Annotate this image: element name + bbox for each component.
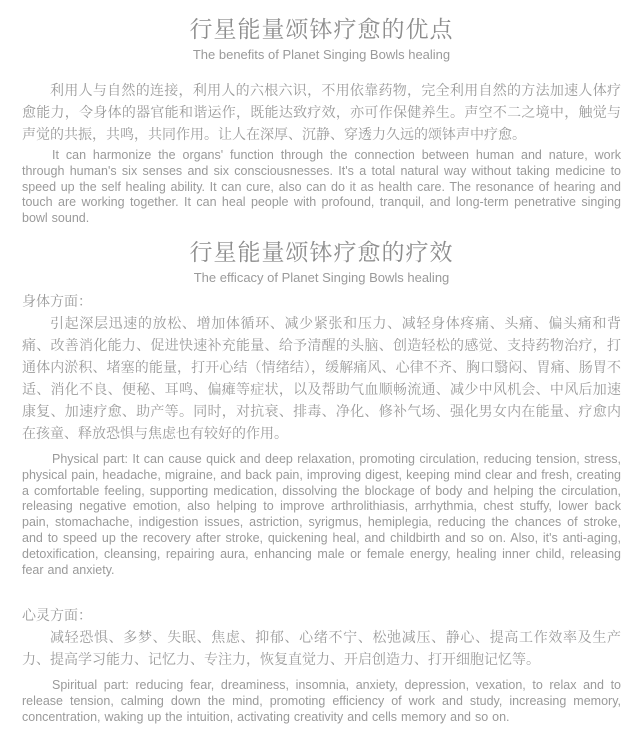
benefits-paragraph-en: It can harmonize the organs' function through the connection between human and nature, work through human's six senses and six consciousnesses. It's a total natural way without taking medicine to speed up the self healing ability. It can cure, also can do it as health care. The resonance of hearing and touch are working together. It can heal people with profound, tranquil, and long-term penetrative singing bowl sound. xyxy=(22,148,621,226)
spiritual-paragraph-zh: 减轻恐惧、多梦、失眠、焦虑、抑郁、心绪不宁、松弛减压、静心、提高工作效率及生产力、提高学习能力、记忆力、专注力，恢复直觉力、开启创造力、打开细胞记忆等。 xyxy=(22,629,621,668)
spiritual-paragraph-en: Spiritual part: reducing fear, dreaminess, insomnia, anxiety, depression, vexation, to relax and to release tension, calming down the mind, promoting efficiency of work and study, increasing memory, concentration, waking up the intuition, activating creativity and cells memory and so on. xyxy=(22,678,621,724)
physical-section-heading: 身体方面： xyxy=(22,292,92,309)
benefits-paragraph-zh: 利用人与自然的连接，利用人的六根六识，不用依靠药物，完全利用自然的方法加速人体疗愈能力，令身体的器官能和谐运作，既能达致疗效，亦可作保健养生。声空不二之境中，触觉与声觉的共振，共鸣，共同作用。让人在深厚、沉静、穿透力久远的颂钵声中疗愈。 xyxy=(22,82,621,142)
efficacy-title-zh: 行星能量颂钵疗愈的疗效 xyxy=(189,238,454,265)
physical-paragraph-en: Physical part: It can cause quick and deep relaxation, promoting circulation, reducing tension, stress, physical pain, headache, migraine, and back pain, improving digest, keeping mind clear and fresh, creating a comfortable feeling, supporting medication, dissolving the blockage of body and helping the circulation, releasing negative emotion, also helping to improve arthrolithiasis, arrhythmia, chest stuffy, lower back pain, stomachache, indigestion issues, astriction, syrigmus, hemiplegia, reducing the chances of stroke, and to speed up the recovery after stroke, quickening heal, and childbirth and so on. Also, it's anti-aging, detoxification, cleansing, repairing aura, enhancing male or female energy, healing inner child, releasing fear and anxiety. xyxy=(22,451,621,577)
section-benefits xyxy=(22,14,621,227)
physical-paragraph-zh: 引起深层迅速的放松、增加体循环、减少紧张和压力、减轻身体疼痛、头痛、偏头痛和背痛、改善消化能力、促进快速补充能量、给予清醒的头脑、创造轻松的感觉、支持药物治疗，打通体内淤积、堵塞的能量，打开心结（情绪结），缓解痛风、心律不齐、胸口翳闷、胃痛、肠胃不适、消化不良、便秘、耳鸣、偏瘫等症状，以及帮助气血顺畅流通、减少中风机会、中风后加速康复、加速疗愈、助产等。同时，对抗衰、排毒、净化、修补气场、强化男女内在能量、疗愈内在孩童、释放恐惧与焦虑也有较好的作用。 xyxy=(22,314,621,441)
benefits-title-zh: 行星能量颂钵疗愈的优点 xyxy=(189,16,454,42)
efficacy-subtitle-en: The efficacy of Planet Singing Bowls healing xyxy=(193,269,450,285)
benefits-subtitle-en: The benefits of Planet Singing Bowls healing xyxy=(192,47,451,62)
spiritual-section-heading: 心灵方面： xyxy=(22,607,92,624)
section-efficacy xyxy=(22,237,621,726)
